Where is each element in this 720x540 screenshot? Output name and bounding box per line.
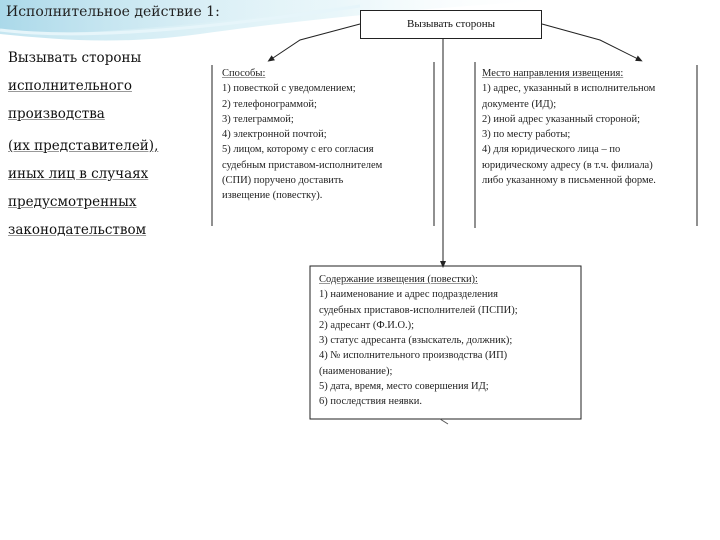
place-line: 4) для юридического лица – по: [482, 144, 621, 156]
content-line: 1) наименование и адрес подразделения: [319, 289, 498, 301]
place-line: юридическому адресу (в т.ч. филиала): [482, 159, 653, 171]
ways-line: 1) повесткой с уведомлением;: [222, 83, 356, 95]
content-box: [319, 272, 577, 410]
place-line: 3) по месту работы;: [482, 129, 571, 141]
left-line: производства: [8, 106, 105, 122]
ways-line: (СПИ) поручено доставить: [222, 175, 344, 187]
content-line: 3) статус адресанта (взыскатель, должник);: [319, 335, 513, 347]
ways-line: 3) телеграммой;: [222, 113, 294, 125]
ways-line: 5) лицом, которому с его согласия: [222, 144, 374, 156]
place-box: [482, 66, 694, 188]
ways-line: 4) электронной почтой;: [222, 129, 327, 141]
arrow-to-place: [542, 24, 640, 60]
content-line: 5) дата, время, место совершения ИД;: [319, 381, 489, 393]
arrow-to-ways: [270, 24, 360, 60]
content-heading: Содержание извещения (повестки):: [319, 274, 478, 285]
top-box-summon: Вызывать стороны: [360, 10, 542, 39]
slide-title: Исполнительное действие 1:: [6, 4, 220, 20]
left-line: (их представителей),: [8, 138, 159, 154]
left-line: иных лиц в случаях: [8, 166, 149, 182]
ways-line: судебным приставом-исполнителем: [222, 159, 383, 171]
place-line: 1) адрес, указанный в исполнительном: [482, 83, 656, 95]
content-line: 4) № исполнительного производства (ИП): [319, 350, 508, 362]
ways-line: извещение (повестку).: [222, 190, 323, 202]
ways-heading: Способы:: [222, 68, 266, 79]
content-tail: [440, 419, 448, 424]
ways-box: [222, 66, 430, 204]
left-line: законодательством: [8, 222, 147, 238]
place-heading: Место направления извещения:: [482, 68, 624, 79]
left-line: исполнительного: [8, 78, 132, 94]
content-line: 2) адресант (Ф.И.О.);: [319, 319, 415, 331]
left-line: Вызывать стороны: [8, 50, 142, 66]
place-line: либо указанному в письменной форме.: [482, 175, 656, 187]
left-line: предусмотренных: [8, 194, 137, 210]
content-line: судебных приставов-исполнителей (ПСПИ);: [319, 304, 518, 316]
place-line: 2) иной адрес указанный стороной;: [482, 113, 641, 125]
place-line: документе (ИД);: [482, 98, 557, 110]
ways-line: 2) телефонограммой;: [222, 98, 317, 110]
content-line: 6) последствия неявки.: [319, 396, 422, 408]
content-line: (наименование);: [319, 365, 393, 377]
